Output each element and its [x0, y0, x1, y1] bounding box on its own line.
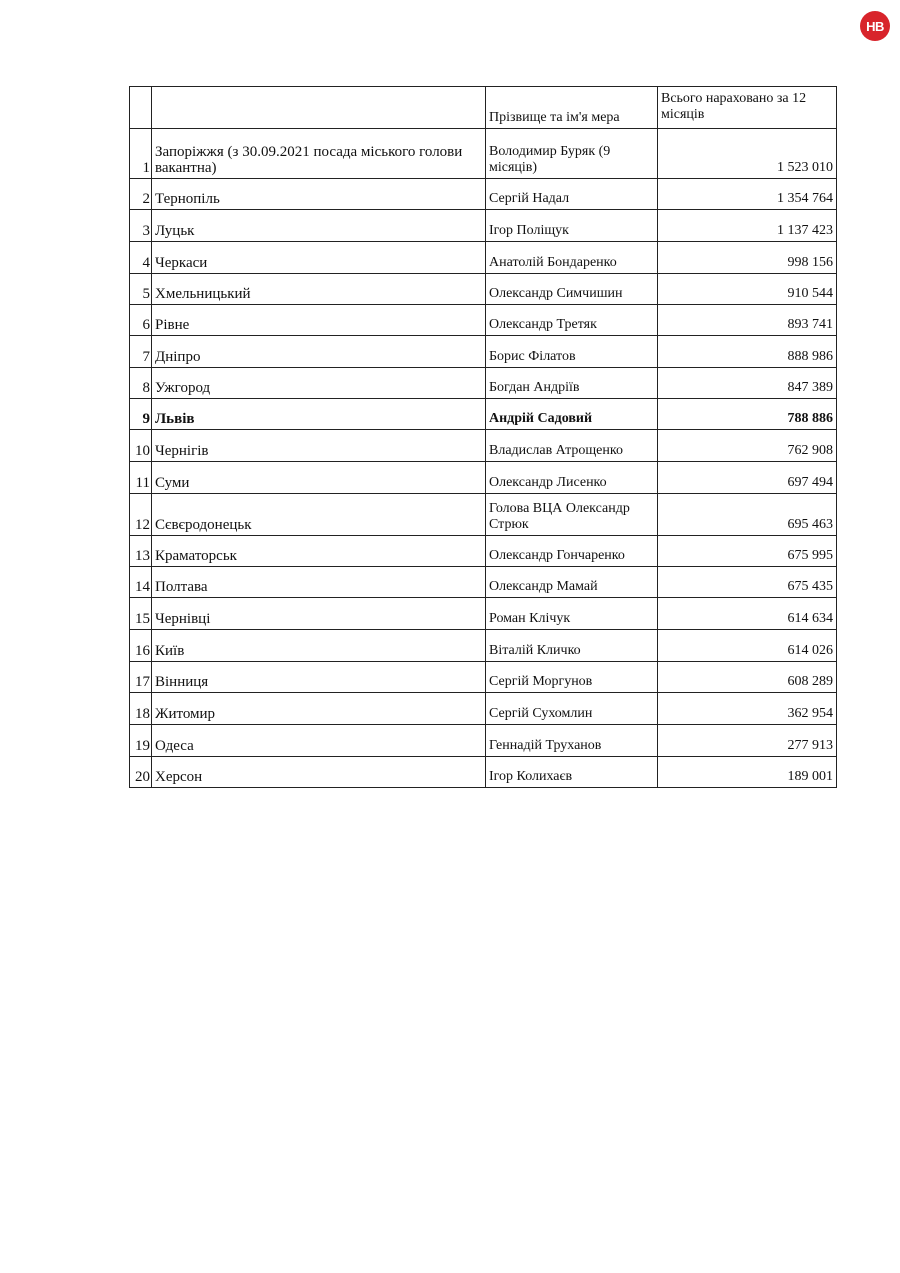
- table-row: [130, 567, 837, 598]
- table-row: [130, 179, 837, 210]
- row-number: 5: [130, 274, 152, 305]
- row-number: 2: [130, 179, 152, 210]
- row-number: 18: [130, 693, 152, 725]
- row-number: 19: [130, 725, 152, 757]
- table-row: [130, 274, 837, 305]
- mayor-name: Сергій Моргунов: [486, 662, 658, 693]
- total-amount: 614 026: [658, 630, 837, 662]
- row-number: 13: [130, 536, 152, 567]
- row-number: 20: [130, 757, 152, 788]
- row-number: 1: [130, 129, 152, 179]
- table-row: [130, 630, 837, 662]
- total-amount: 277 913: [658, 725, 837, 757]
- mayor-salary-table: [129, 86, 837, 788]
- total-amount: 614 634: [658, 598, 837, 630]
- city-name: Одеса: [152, 725, 486, 757]
- city-name: Львів: [152, 399, 486, 430]
- mayor-name: Олександр Третяк: [486, 305, 658, 336]
- city-name: Тернопіль: [152, 179, 486, 210]
- mayor-name: Роман Клічук: [486, 598, 658, 630]
- city-name: Київ: [152, 630, 486, 662]
- mayor-name: Борис Філатов: [486, 336, 658, 368]
- city-name: Дніпро: [152, 336, 486, 368]
- table-row: [130, 757, 837, 788]
- table-row: [130, 536, 837, 567]
- total-amount: 1 523 010: [658, 129, 837, 179]
- total-amount: 362 954: [658, 693, 837, 725]
- table-row: [130, 662, 837, 693]
- city-name: Ужгород: [152, 368, 486, 399]
- total-amount: 893 741: [658, 305, 837, 336]
- table-row: [130, 494, 837, 536]
- mayor-name: Володимир Буряк (9 місяців): [486, 129, 658, 179]
- table-row: [130, 598, 837, 630]
- total-amount: 998 156: [658, 242, 837, 274]
- city-name: Чернівці: [152, 598, 486, 630]
- total-amount: 1 137 423: [658, 210, 837, 242]
- table-row: [130, 430, 837, 462]
- city-name: Черкаси: [152, 242, 486, 274]
- table-row: [130, 462, 837, 494]
- row-number: 17: [130, 662, 152, 693]
- row-number: 12: [130, 494, 152, 536]
- table-row: [130, 129, 837, 179]
- mayor-name: Віталій Кличко: [486, 630, 658, 662]
- total-amount: 695 463: [658, 494, 837, 536]
- row-number: 3: [130, 210, 152, 242]
- row-number: 8: [130, 368, 152, 399]
- city-name: Хмельницький: [152, 274, 486, 305]
- header-mayor: Прізвище та ім'я мера: [486, 87, 658, 129]
- mayor-name: Голова ВЦА Олександр Стрюк: [486, 494, 658, 536]
- row-number: 6: [130, 305, 152, 336]
- mayor-name: Олександр Гончаренко: [486, 536, 658, 567]
- total-amount: 910 544: [658, 274, 837, 305]
- mayor-name: Анатолій Бондаренко: [486, 242, 658, 274]
- mayor-name: Олександр Симчишин: [486, 274, 658, 305]
- total-amount: 762 908: [658, 430, 837, 462]
- mayor-name: Андрій Садовий: [486, 399, 658, 430]
- city-name: Херсон: [152, 757, 486, 788]
- table-row: [130, 368, 837, 399]
- nv-logo: НВ: [860, 11, 890, 41]
- total-amount: 608 289: [658, 662, 837, 693]
- city-name: Чернігів: [152, 430, 486, 462]
- row-number: 16: [130, 630, 152, 662]
- row-number: 14: [130, 567, 152, 598]
- city-name: Рівне: [152, 305, 486, 336]
- table-row: [130, 210, 837, 242]
- city-name: Краматорськ: [152, 536, 486, 567]
- city-name: Вінниця: [152, 662, 486, 693]
- total-amount: 888 986: [658, 336, 837, 368]
- table-row: [130, 305, 837, 336]
- total-amount: 675 995: [658, 536, 837, 567]
- mayor-name: Ігор Поліщук: [486, 210, 658, 242]
- city-name: Запоріжжя (з 30.09.2021 посада міського голови вакантна): [152, 129, 486, 179]
- total-amount: 1 354 764: [658, 179, 837, 210]
- row-number: 11: [130, 462, 152, 494]
- city-name: Луцьк: [152, 210, 486, 242]
- mayor-name: Богдан Андріїв: [486, 368, 658, 399]
- mayor-name: Геннадій Труханов: [486, 725, 658, 757]
- row-number: 10: [130, 430, 152, 462]
- row-number: 7: [130, 336, 152, 368]
- header-city: [152, 87, 486, 129]
- total-amount: 697 494: [658, 462, 837, 494]
- mayor-name: Владислав Атрощенко: [486, 430, 658, 462]
- mayor-name: Ігор Колихаєв: [486, 757, 658, 788]
- city-name: Житомир: [152, 693, 486, 725]
- table-row: [130, 399, 837, 430]
- table-row: [130, 693, 837, 725]
- header-amount: Всього нараховано за 12 місяців: [658, 87, 837, 129]
- mayor-name: Сергій Сухомлин: [486, 693, 658, 725]
- table-row: [130, 242, 837, 274]
- row-number: 4: [130, 242, 152, 274]
- city-name: Суми: [152, 462, 486, 494]
- row-number: 9: [130, 399, 152, 430]
- header-num: [130, 87, 152, 129]
- table-row: [130, 336, 837, 368]
- mayor-name: Сергій Надал: [486, 179, 658, 210]
- mayor-name: Олександр Лисенко: [486, 462, 658, 494]
- total-amount: 189 001: [658, 757, 837, 788]
- total-amount: 675 435: [658, 567, 837, 598]
- table-header-row: [130, 87, 837, 129]
- table-row: [130, 725, 837, 757]
- city-name: Сєвєродонецьк: [152, 494, 486, 536]
- total-amount: 847 389: [658, 368, 837, 399]
- city-name: Полтава: [152, 567, 486, 598]
- total-amount: 788 886: [658, 399, 837, 430]
- mayor-name: Олександр Мамай: [486, 567, 658, 598]
- row-number: 15: [130, 598, 152, 630]
